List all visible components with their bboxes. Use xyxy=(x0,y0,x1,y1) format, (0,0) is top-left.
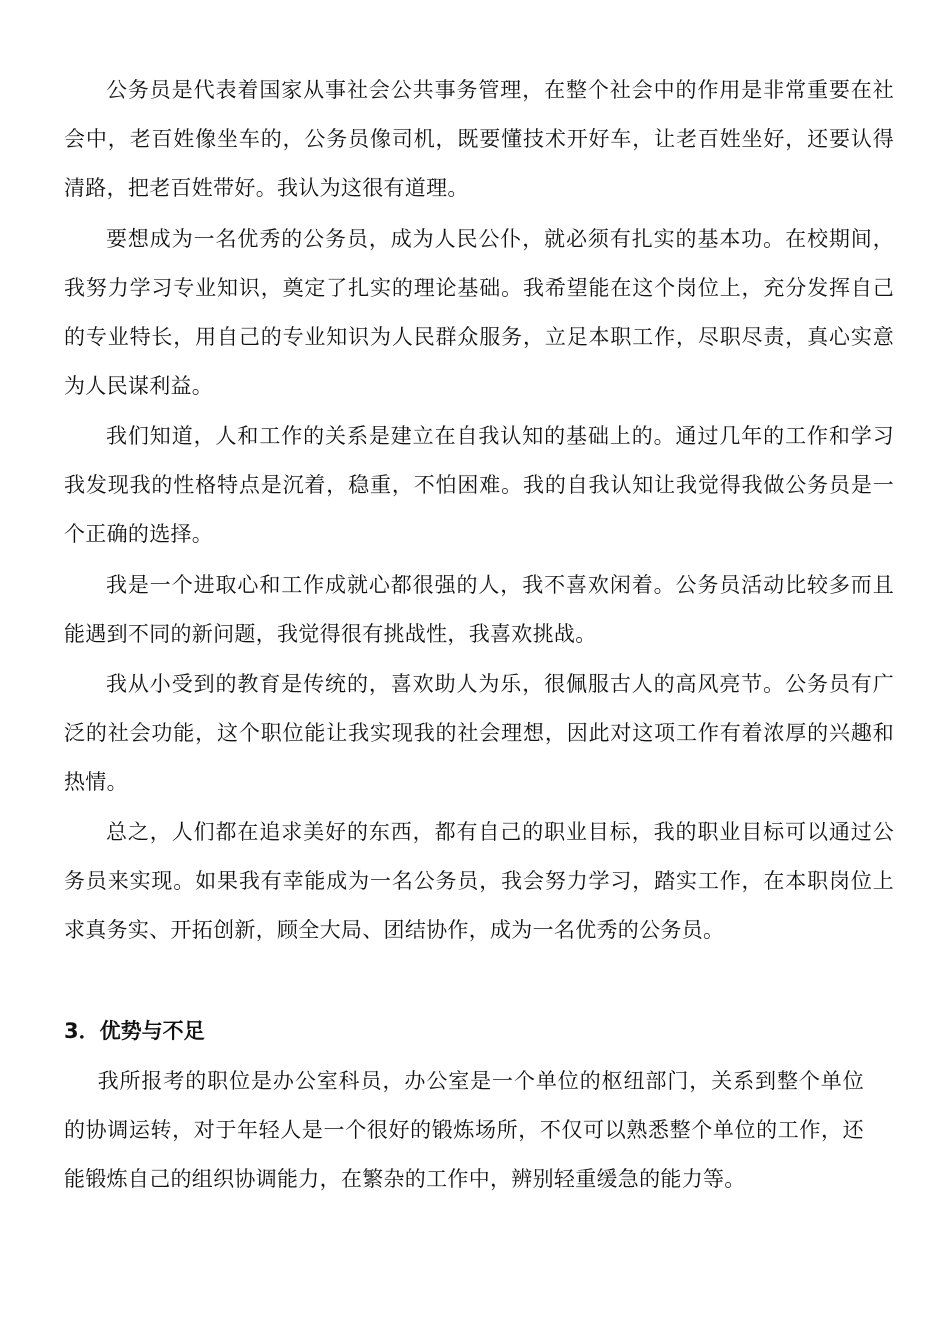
paragraph-professional-skills: 要想成为一名优秀的公务员，成为人民公仆，就必须有扎实的基本功。在校期间，我努力学习专业知识，奠定了扎实的理论基础。我希望能在这个岗位上，充分发挥自己的专业特长，用自己的专业知识为人民群众服务，立足本职工作，尽职尽责，真心实意为人民谋利益。 xyxy=(64,227,894,398)
paragraph-self-awareness: 我们知道，人和工作的关系是建立在自我认知的基础上的。通过几年的工作和学习我发现我的性格特点是沉着，稳重，不怕困难。我的自我认知让我觉得我做公务员是一个正确的选择。 xyxy=(64,424,894,546)
paragraph-conclusion: 总之，人们都在追求美好的东西，都有自己的职业目标，我的职业目标可以通过公务员来实现。如果我有幸能成为一名公务员，我会努力学习，踏实工作，在本职岗位上求真务实、开拓创新，顾全大局、团结协作，成为一名优秀的公务员。 xyxy=(64,820,894,942)
paragraph-applied-position: 我所报考的职位是办公室科员，办公室是一个单位的枢纽部门，关系到整个单位的协调运转，对于年轻人是一个很好的锻炼场所，不仅可以熟悉整个单位的工作，还能锻炼自己的组织协调能力，在繁杂的工作中，辨别轻重缓急的能力等。 xyxy=(64,1069,864,1191)
paragraph-ambition: 我是一个进取心和工作成就心都很强的人，我不喜欢闲着。公务员活动比较多而且能遇到不同的新问题，我觉得很有挑战性，我喜欢挑战。 xyxy=(64,573,894,646)
section-heading-strengths-weaknesses: 3．优势与不足 xyxy=(64,1019,205,1043)
paragraph-upbringing: 我从小受到的教育是传统的，喜欢助人为乐，很佩服古人的高风亮节。公务员有广泛的社会功能，这个职位能让我实现我的社会理想，因此对这项工作有着浓厚的兴趣和热情。 xyxy=(64,672,894,794)
paragraph-civil-servant-role: 公务员是代表着国家从事社会公共事务管理，在整个社会中的作用是非常重要在社会中，老百姓像坐车的，公务员像司机，既要懂技术开好车，让老百姓坐好，还要认得清路，把老百姓带好。我认为这很有道理。 xyxy=(64,78,894,200)
